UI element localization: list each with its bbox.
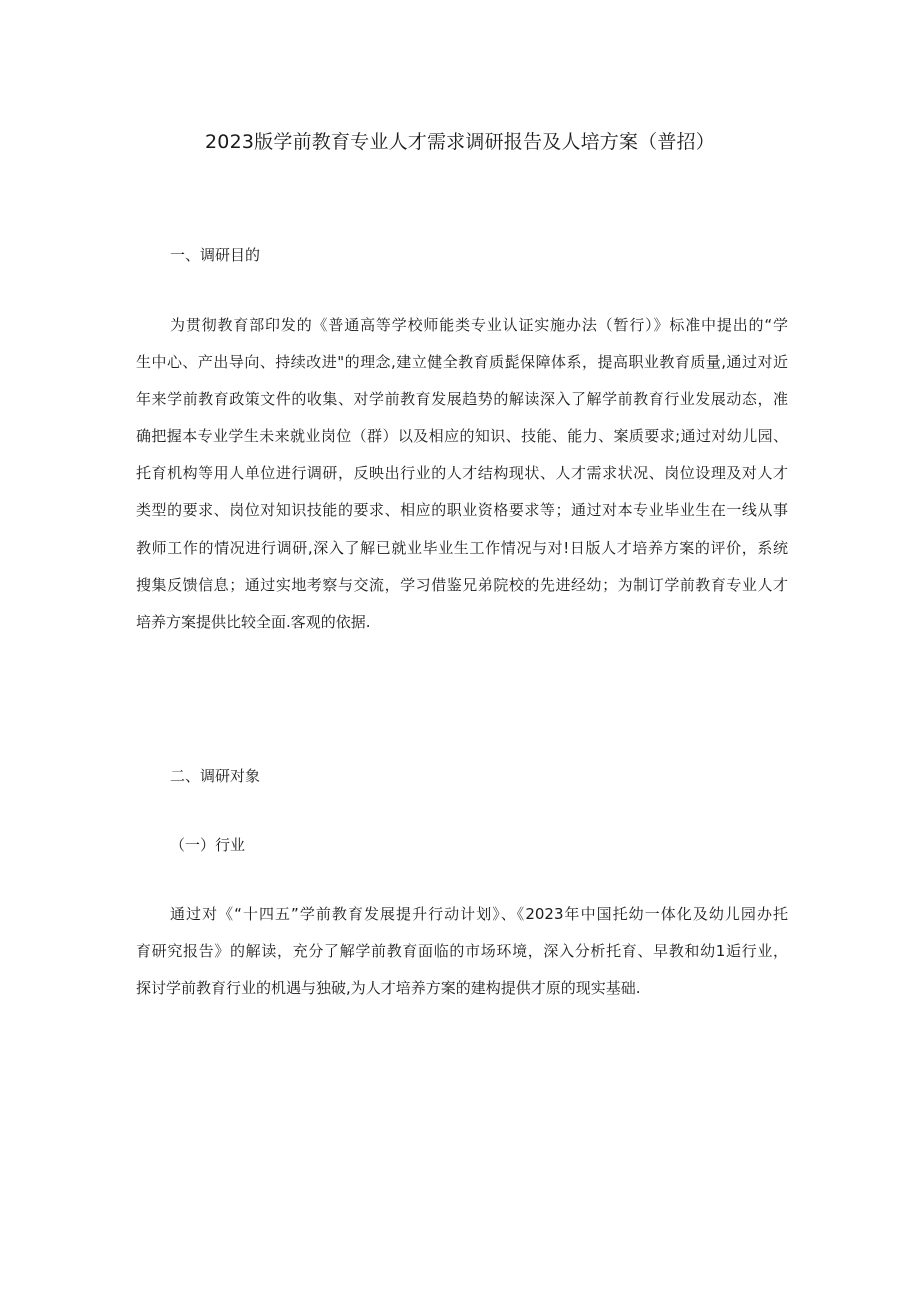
subsection-heading-industry: （一）行业 [170,836,246,854]
document-title: 2023版学前教育专业人才需求调研报告及人培方案（普招） [205,131,715,153]
purpose-paragraph [136,307,788,641]
industry-paragraph [136,896,788,1007]
paragraph-line: 探讨学前教育行业的机遇与独破,为人才培养方案的建构提供才原的现实基础. [136,979,641,998]
paragraph-line: 确把握本专业学生未来就业岗位（群）以及相应的知识、技能、能力、案质要求;通过对幼儿园、 [136,427,788,446]
paragraph-line: 培养方案提供比较全面.客观的依据. [136,612,371,631]
section-heading-purpose: 一、调研目的 [170,246,261,264]
paragraph-line: 搜集反馈信息；通过实地考察与交流，学习借鉴兄弟院校的先进经幼；为制订学前教育专业人才 [136,575,788,594]
paragraph-line: 类型的要求、岗位对知识技能的要求、相应的职业资格要求等；通过对本专业毕业生在一线从事 [136,501,788,520]
paragraph-line: 为贯彻教育部印发的《普通高等学校师能类专业认证实施办法（暂行）》标准中提出的“学 [170,316,788,334]
section-heading-subjects: 二、调研对象 [170,767,261,785]
paragraph-line: 年来学前教育政策文件的收集、对学前教育发展趋势的解读深入了解学前教育行业发展动态，准 [136,390,788,409]
paragraph-line: 通过对《“十四五”学前教育发展提升行动计划》、《2023年中国托幼一体化及幼儿园办托 [170,905,788,923]
paragraph-line: 托育机构等用人单位进行调研，反映出行业的人才结构现状、人才需求状况、岗位设理及对人才 [136,464,788,483]
paragraph-line: 育研究报告》的解读，充分了解学前教育面临的市场环境，深入分析托育、早教和幼1逅行业， [136,942,788,961]
paragraph-line: 教师工作的情况进行调研,深入了解已就业毕业生工作情况与对!日版人才培养方案的评价，系统 [136,538,788,557]
paragraph-line: 生中心、产出导向、持续改进"的理念,建立健全教育质髭保障体系，提高职业教育质量,通过对近 [136,353,788,372]
